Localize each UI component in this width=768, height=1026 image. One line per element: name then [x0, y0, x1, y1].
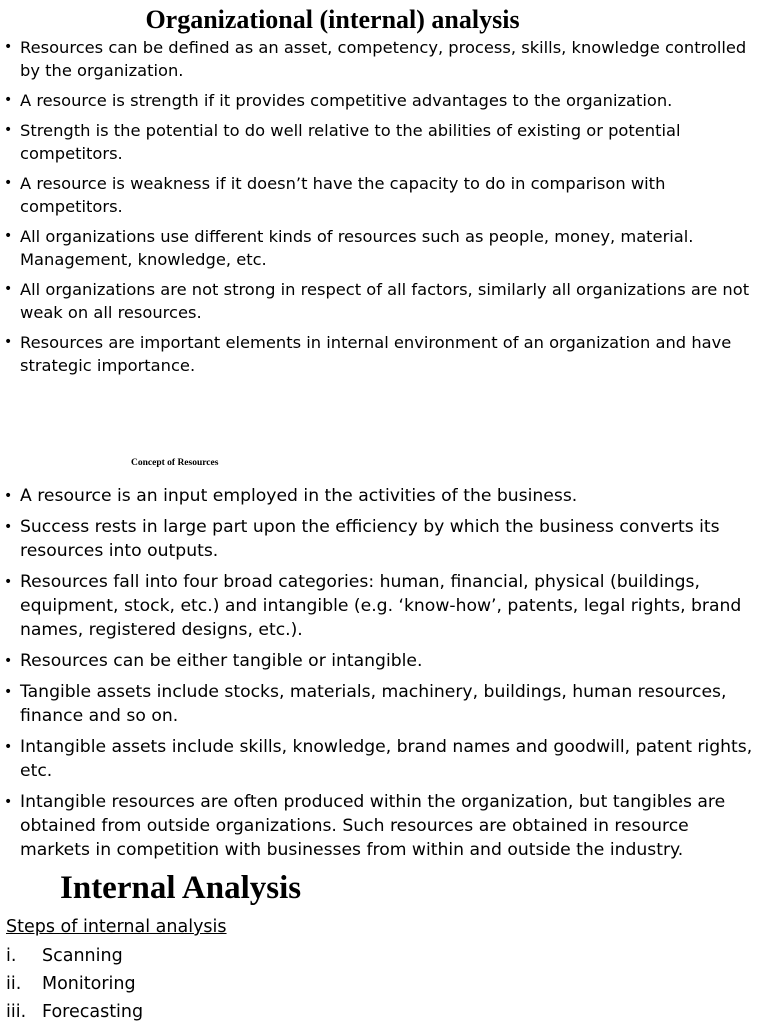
bullet-icon: • [4, 334, 13, 350]
list-item-text: A resource is an input employed in the activities of the business. [20, 486, 578, 506]
bullet-icon: • [4, 228, 13, 244]
list-item-text: Resources fall into four broad categories: human, financial, physical (buildings, equipment, stock, etc.) and intangible (e.g. ‘know-how’, patents, legal rights, brand names, registered designs, etc.). [20, 572, 742, 640]
list-item-text: All organizations are not strong in respect of all factors, similarly all organizations are not weak on all resources. [20, 280, 750, 322]
step-label: Forecasting [42, 1002, 144, 1022]
bullet-icon: • [4, 175, 13, 191]
resource-definition-list [4, 36, 764, 384]
list-item [4, 331, 764, 377]
bullet-icon: • [4, 281, 13, 297]
step-item-monitoring [6, 970, 143, 998]
page-title: Organizational (internal) analysis [145, 5, 520, 34]
list-item [4, 680, 764, 728]
bullet-icon: • [4, 92, 13, 108]
list-item-text: Resources are important elements in internal environment of an organization and have strategic importance. [20, 333, 732, 375]
step-number: ii. [6, 974, 22, 994]
step-label: Scanning [42, 946, 123, 966]
list-item [4, 790, 764, 862]
bullet-icon: • [4, 488, 13, 504]
list-item [4, 515, 764, 563]
list-item [4, 172, 764, 218]
list-item [4, 649, 764, 673]
steps-list [6, 942, 143, 1026]
list-item-text: A resource is weakness if it doesn’t have the capacity to do in comparison with competitors. [20, 174, 666, 216]
step-number: iii. [6, 1002, 27, 1022]
steps-heading: Steps of internal analysis [6, 917, 227, 937]
bullet-icon: • [4, 574, 13, 590]
list-item [4, 36, 764, 82]
concept-of-resources-list [4, 484, 764, 869]
list-item-text: Tangible assets include stocks, materials, machinery, buildings, human resources, finance and so on. [20, 682, 727, 726]
concept-of-resources-heading: Concept of Resources [131, 458, 219, 468]
bullet-icon: • [4, 684, 13, 700]
list-item [4, 89, 764, 112]
list-item [4, 484, 764, 508]
bullet-icon: • [4, 39, 13, 55]
list-item-text: Intangible assets include skills, knowledge, brand names and goodwill, patent rights, etc. [20, 737, 753, 781]
internal-analysis-title: Internal Analysis [60, 870, 302, 906]
bullet-icon: • [4, 794, 13, 810]
bullet-icon: • [4, 519, 13, 535]
step-number: i. [6, 946, 17, 966]
list-item [4, 278, 764, 324]
list-item-text: Intangible resources are often produced within the organization, but tangibles are obtained from outside organizations. Such resources are obtained in resource markets in competition with businesses from within and outside the industry. [20, 792, 726, 860]
list-item-text: Success rests in large part upon the efficiency by which the business converts its resources into outputs. [20, 517, 720, 561]
list-item-text: Resources can be either tangible or intangible. [20, 651, 423, 671]
bullet-icon: • [4, 653, 13, 669]
bullet-icon: • [4, 739, 13, 755]
step-label: Monitoring [42, 974, 136, 994]
list-item [4, 119, 764, 165]
list-item-text: Strength is the potential to do well relative to the abilities of existing or potential competitors. [20, 121, 681, 163]
list-item-text: All organizations use different kinds of resources such as people, money, material. Management, knowledge, etc. [20, 227, 694, 269]
list-item [4, 225, 764, 271]
bullet-icon: • [4, 122, 13, 138]
list-item-text: A resource is strength if it provides competitive advantages to the organization. [20, 91, 673, 110]
step-item-scanning [6, 942, 143, 970]
step-item-forecasting [6, 998, 143, 1026]
list-item-text: Resources can be defined as an asset, competency, process, skills, knowledge controlled by the organization. [20, 38, 747, 80]
list-item [4, 570, 764, 642]
list-item [4, 735, 764, 783]
